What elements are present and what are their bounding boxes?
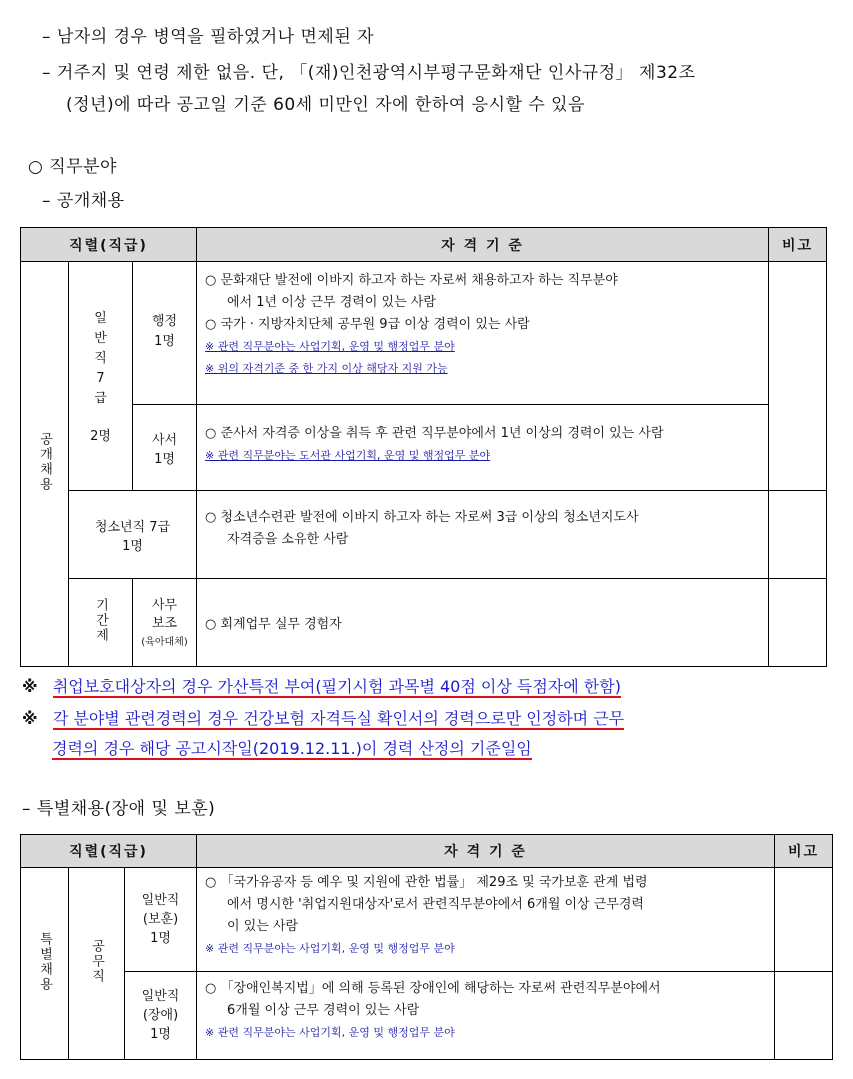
admin-note-1: ※ 관련 직무분야는 사업기획, 운영 및 행정업무 분야 xyxy=(205,340,455,353)
dis-label: 일반직 (장애) 1명 xyxy=(141,989,180,1042)
dis-criteria-1a: ○ 「장애인복지법」에 의해 등록된 장애인에 해당하는 자로써 관련직무분야에서 xyxy=(205,981,661,996)
contract-label: 기간제 xyxy=(93,598,108,643)
group-label: 공개채용 xyxy=(37,432,52,492)
vet-note-1: ※ 관련 직무분야는 사업기획, 운영 및 행정업무 분야 xyxy=(205,942,455,955)
table-special-recruitment xyxy=(20,834,833,1060)
general-cell xyxy=(69,262,133,491)
header-position: 직렬(직급) xyxy=(21,228,197,262)
warning-1 xyxy=(22,674,621,697)
admin-criteria-1a: ○ 문화재단 발전에 이바지 하고자 하는 자로써 채용하고자 하는 직무분야 xyxy=(205,273,618,288)
dis-criteria-1b: 6개월 이상 근무 경력이 있는 사람 xyxy=(227,1003,420,1018)
librarian-count: 1명 xyxy=(154,451,175,467)
warning-1-mark: ※ xyxy=(22,677,38,696)
librarian-criteria xyxy=(197,405,769,491)
warning-2 xyxy=(22,706,624,729)
vet-criteria-1a: ○ 「국가유공자 등 예우 및 지원에 관한 법률」 제29조 및 국가보훈 관계 법령 xyxy=(205,875,648,890)
vet-criteria-1b: 에서 명시한 '취업지원대상자'로서 관련직무분야에서 6개월 이상 근무경력 xyxy=(227,897,644,912)
youth-count: 1명 xyxy=(122,538,143,554)
note-cell-2 xyxy=(769,491,827,579)
note-cell-3 xyxy=(769,579,827,667)
assist-criteria xyxy=(197,579,769,667)
youth-criteria xyxy=(197,491,769,579)
admin-label: 행정 1명 xyxy=(151,314,178,349)
note-cell-5 xyxy=(775,972,833,1060)
warning-2b xyxy=(52,736,532,759)
intro-line-1: – 남자의 경우 병역을 필하였거나 면제된 자 xyxy=(42,27,375,47)
header-note: 비고 xyxy=(769,228,827,262)
header-criteria-2: 자 격 기 준 xyxy=(197,835,775,868)
warning-2-mark: ※ xyxy=(22,709,38,728)
librarian-criteria-1: ○ 준사서 자격증 이상을 취득 후 관련 직무분야에서 1년 이상의 경력이 있는 사람 xyxy=(205,426,664,441)
note-cell-1 xyxy=(769,262,827,491)
youth-criteria-1a: ○ 청소년수련관 발전에 이바지 하고자 하는 자로써 3급 이상의 청소년지도사 xyxy=(205,510,639,525)
admin-criteria-2: ○ 국가 · 지방자치단체 공무원 9급 이상 경력이 있는 사람 xyxy=(205,317,530,332)
table-open-recruitment xyxy=(20,227,827,667)
vet-criteria xyxy=(197,868,775,972)
assist-label: 사무보조 xyxy=(151,598,178,631)
vet-criteria-1c: 이 있는 사람 xyxy=(227,919,299,934)
assist-sub: (육아대체) xyxy=(141,637,188,648)
general-label: 일반직 7급 xyxy=(94,310,107,406)
intro-line-2: – 거주지 및 연령 제한 없음. 단, 「(재)인천광역시부평구문화재단 인사규정」 제32조 xyxy=(42,63,696,83)
warning-2-text-a: 각 분야별 관련경력의 경우 건강보험 자격득실 확인서의 경력으로만 인정하며 근무 xyxy=(52,709,625,728)
intro-line-3: (정년)에 따라 공고일 기준 60세 미만인 자에 한하여 응시할 수 있음 xyxy=(66,95,585,115)
general-count: 2명 xyxy=(90,428,111,444)
admin-criteria-1b: 에서 1년 이상 근무 경력이 있는 사람 xyxy=(227,295,436,310)
librarian-label: 사서 xyxy=(151,432,178,448)
librarian-note-1: ※ 관련 직무분야는 도서관 사업기획, 운영 및 행정업무 분야 xyxy=(205,449,491,462)
warning-1-text: 취업보호대상자의 경우 가산특전 부여(필기시험 과목별 40점 이상 득점자에 한함) xyxy=(52,677,621,696)
group-cell xyxy=(21,262,69,667)
header-note-2: 비고 xyxy=(775,835,833,868)
dis-note-1: ※ 관련 직무분야는 사업기획, 운영 및 행정업무 분야 xyxy=(205,1026,455,1039)
admin-criteria xyxy=(197,262,769,405)
header-position-2: 직렬(직급) xyxy=(21,835,197,868)
youth-label: 청소년직 7급 xyxy=(94,519,171,535)
warning-2-text-b: 경력의 경우 해당 공고시작일(2019.12.11.)이 경력 산정의 기준일임 xyxy=(52,739,532,758)
vet-label: 일반직 (보훈) 1명 xyxy=(141,893,180,946)
header-criteria: 자 격 기 준 xyxy=(197,228,769,262)
admin-note-2: ※ 위의 자격기준 중 한 가지 이상 해당자 지원 가능 xyxy=(205,362,448,375)
youth-criteria-1b: 자격증을 소유한 사람 xyxy=(227,532,349,547)
note-cell-4 xyxy=(775,868,833,972)
civil-label: 공무직 xyxy=(89,939,104,984)
section-title: ○ 직무분야 xyxy=(28,157,117,177)
section-sub-open: – 공개채용 xyxy=(42,191,125,211)
dis-criteria xyxy=(197,972,775,1060)
assist-criteria-1: ○ 회계업무 실무 경험자 xyxy=(205,616,342,632)
group-label-2: 특별채용 xyxy=(37,931,52,992)
section-sub-special: – 특별채용(장애 및 보훈) xyxy=(22,799,216,819)
